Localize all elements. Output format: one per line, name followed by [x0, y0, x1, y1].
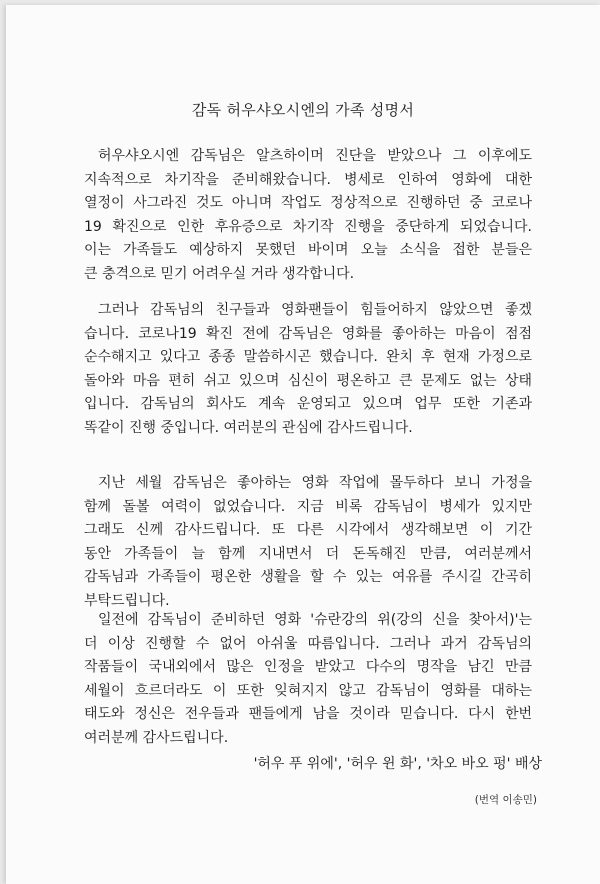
text-line: 순수해지고 있다고 종종 말씀하시곤 했습니다. 완치 후 현재 가정으로	[84, 349, 532, 365]
text-line: 감독님과 가족들이 평온한 생활을 할 수 있는 여유를 주시길 간곡히	[84, 569, 532, 585]
translator-note: (번역 이송민)	[474, 794, 537, 806]
text-line: 지난 세월 감독님은 좋아하는 영화 작업에 몰두하다 보니 가정을	[98, 475, 532, 491]
text-line: 세월이 흐르더라도 이 또한 잊혀지지 않고 감독님이 영화를 대하는	[84, 682, 532, 699]
text-line: 허우샤오시엔 감독님은 알츠하이머 진단을 받았으나 그 이후에도	[98, 148, 532, 164]
statement-content	[6, 5, 600, 884]
text-line: 여러분께 감사드립니다.	[84, 729, 229, 746]
text-line: 지속적으로 차기작을 준비해왔습니다. 병세로 인하여 영화에 대한	[84, 171, 532, 188]
text-line: 열정이 사그라진 것도 아니며 작업도 정상적으로 진행하던 중 코로나	[84, 195, 532, 211]
text-line: 더 이상 진행할 수 없어 아쉬울 따름입니다. 그러나 과거 감독님의	[84, 635, 532, 652]
text-line: 작품들이 국내외에서 많은 인정을 받았고 다수의 명작을 남긴 만큼	[84, 659, 532, 675]
text-line: 일전에 감독님이 준비하던 영화 '슈란강의 위(강의 신을 찾아서)'는	[98, 612, 532, 628]
text-line: 큰 충격으로 믿기 어려우실 거라 생각합니다.	[84, 265, 355, 282]
paragraph-4	[84, 609, 532, 750]
text-line: 돌아와 마음 편히 쉬고 있으며 심신이 평온하고 큰 문제도 없는 상태	[84, 372, 532, 389]
text-line: 19 확진으로 인한 후유증으로 차기작 진행을 중단하게 되었습니다.	[84, 218, 532, 235]
text-line: 똑같이 진행 중입니다. 여러분의 관심에 감사드립니다.	[84, 419, 413, 436]
text-line: 습니다. 코로나19 확진 전에 감독님은 영화를 좋아하는 마음이 점점	[84, 325, 532, 342]
paragraph-2	[84, 299, 532, 440]
text-line: 부탁드립니다.	[84, 592, 170, 609]
document-title: 감독 허우샤오시엔의 가족 성명서	[191, 101, 415, 119]
text-line: 입니다. 감독님의 회사도 계속 운영되고 있으며 업무 또한 기존과	[84, 396, 532, 412]
paragraph-1	[84, 145, 532, 286]
text-line: 동안 가족들이 늘 함께 지내면서 더 돈독해진 만큼, 여러분께서	[84, 545, 532, 562]
text-line: 이는 가족들도 예상하지 못했던 바이며 오늘 소식을 접한 분들은	[84, 242, 532, 258]
document-page	[6, 5, 600, 884]
text-line: 태도와 정신은 전우들과 팬들에게 남을 것이라 믿습니다. 다시 한번	[84, 706, 532, 722]
signature: '허우 푸 위에', '허우 윈 화', '차오 바오 펑' 배상	[253, 756, 542, 772]
text-line: 그래도 신께 감사드립니다. 또 다른 시각에서 생각해보면 이 기간	[84, 522, 532, 538]
paragraph-3	[84, 472, 532, 613]
text-line: 함께 돌볼 여력이 없었습니다. 지금 비록 감독님이 병세가 있지만	[84, 498, 532, 515]
text-line: 그러나 감독님의 친구들과 영화팬들이 힘들어하지 않았으면 좋겠	[98, 302, 532, 318]
